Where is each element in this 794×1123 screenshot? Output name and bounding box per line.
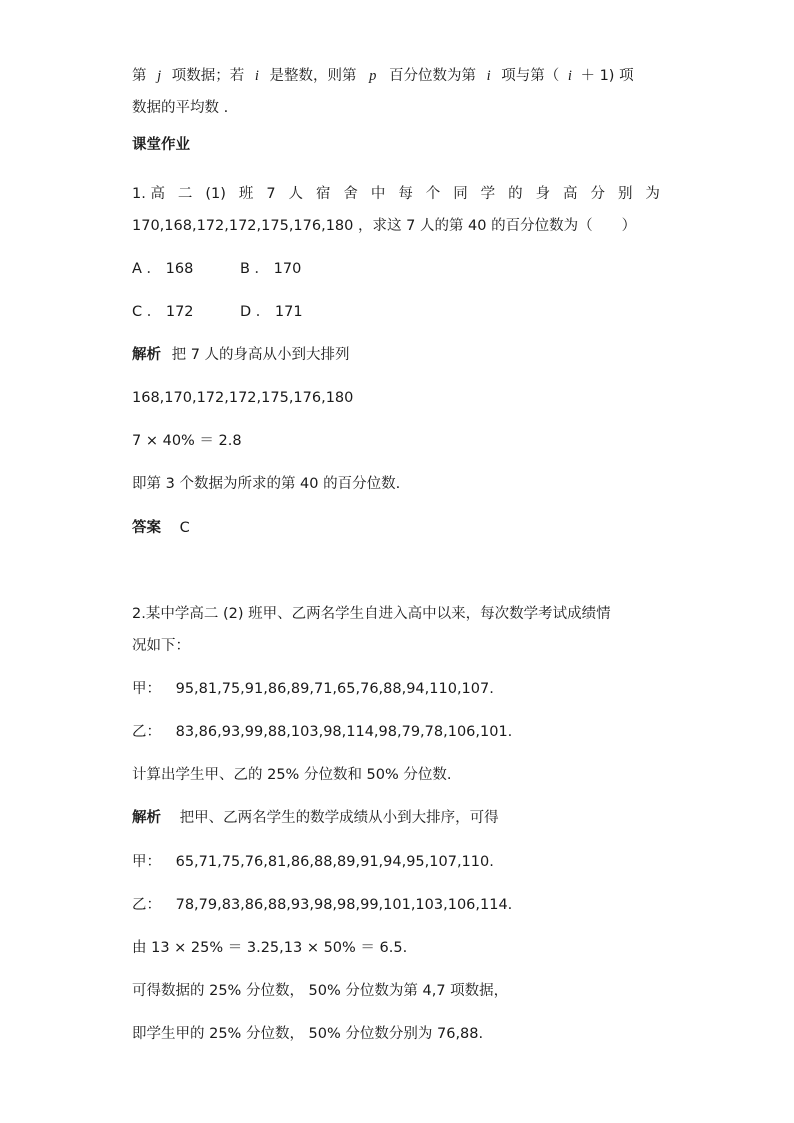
intro-text-e: 项与第（ [501, 68, 560, 84]
q2-yi-sorted-label: 乙： [132, 897, 161, 913]
q2-stem-line-1: 2.某中学高二 (2) 班甲、乙两名学生自进入高中以来，每次数学考试成绩情 [132, 606, 611, 622]
intro-line-1 [132, 66, 634, 86]
q2-analysis-label: 解析 [132, 810, 161, 826]
variable-i-2: i [486, 68, 491, 84]
q1-stem-char: 班 [238, 186, 254, 202]
q1-analysis-label: 解析 [132, 347, 161, 363]
q1-stem-char: 中 [370, 186, 386, 202]
q1-stem-line-1 [132, 184, 660, 204]
intro-text-d: 百分位数为第 [388, 68, 476, 84]
q2-yi-sorted: 78,79,83,86,88,93,98,98,99,101,103,106,114. [175, 897, 513, 913]
q2-yi-scores-row [132, 722, 512, 742]
q1-stem-char: 宿 [315, 186, 331, 202]
q2-analysis [132, 808, 499, 828]
q1-stem-char: 学 [480, 186, 496, 202]
variable-p: p [369, 68, 377, 84]
q1-option-a: A ． 168 [132, 261, 194, 277]
q1-sorted-data: 168,170,172,172,175,176,180 [132, 390, 354, 406]
q2-jia-sorted-row [132, 852, 494, 872]
q1-stem-char: 舍 [343, 186, 358, 202]
q2-jia-scores: 95,81,75,91,86,89,71,65,76,88,94,110,107. [175, 681, 494, 697]
q2-step-2: 即学生甲的 25% 分位数， 50% 分位数分别为 76,88. [132, 1026, 484, 1042]
q2-jia-label: 甲： [132, 681, 161, 697]
q1-analysis [132, 345, 350, 365]
q1-options-row-2 [132, 302, 303, 322]
q2-yi-scores: 83,86,93,99,88,103,98,114,98,79,78,106,101. [175, 724, 513, 740]
q1-stem-char: 分 [590, 186, 605, 202]
q2-step-1: 可得数据的 25% 分位数， 50% 分位数为第 4,7 项数据， [132, 983, 509, 999]
intro-text-f: ＋ 1) 项 [580, 68, 634, 84]
variable-i: i [254, 68, 259, 84]
variable-j: j [157, 68, 162, 84]
q2-calculation: 由 13 × 25% ＝ 3.25,13 × 50% ＝ 6.5. [132, 940, 408, 956]
q1-option-b: B ． 170 [240, 261, 302, 277]
q1-stem-char: 的 [508, 186, 523, 202]
variable-i-3: i [567, 68, 572, 84]
q1-analysis-text: 把 7 人的身高从小到大排列 [171, 347, 350, 363]
q1-answer-label: 答案 [132, 520, 161, 536]
q1-stem-char: 每 [398, 186, 413, 202]
q1-stem-char: 高 [563, 186, 578, 202]
q1-option-c: C ． 172 [132, 304, 194, 320]
q2-jia-sorted-label: 甲： [132, 854, 161, 870]
q1-options-row-1 [132, 259, 302, 279]
q2-task: 计算出学生甲、乙的 25% 分位数和 50% 分位数. [132, 767, 452, 783]
intro-line-2: 数据的平均数 . [132, 100, 229, 116]
q2-jia-sorted: 65,71,75,76,81,86,88,89,91,94,95,107,110. [175, 854, 494, 870]
section-title: 课堂作业 [132, 137, 190, 153]
q1-stem-char: 7 [266, 186, 276, 202]
q1-conclusion: 即第 3 个数据为所求的第 40 的百分位数. [132, 476, 401, 492]
q1-option-d: D ． 171 [240, 304, 303, 320]
q1-stem-char: 为 [645, 186, 660, 202]
q1-stem-char: 人 [288, 186, 303, 202]
intro-text-b: 项数据；若 [171, 68, 245, 84]
q1-stem-char: (1) [205, 186, 226, 202]
q1-stem-char: 同 [453, 186, 468, 202]
q1-stem-char: 二 [177, 186, 193, 202]
q2-analysis-text: 把甲、乙两名学生的数学成绩从小到大排序，可得 [179, 810, 499, 826]
q2-jia-scores-row [132, 679, 494, 699]
q1-stem-char: 别 [617, 186, 633, 202]
q2-yi-label: 乙： [132, 724, 161, 740]
q1-calculation: 7 × 40% ＝ 2.8 [132, 433, 242, 449]
q2-stem-line-2: 况如下： [132, 638, 190, 654]
intro-text-c: 是整数，则第 [269, 68, 357, 84]
q1-answer-value: C [179, 520, 190, 536]
q1-stem-char: 个 [425, 186, 441, 202]
q1-answer [132, 518, 190, 538]
q1-stem-char: 身 [535, 186, 551, 202]
q2-yi-sorted-row [132, 895, 512, 915]
q1-stem-line-2: 170,168,172,172,175,176,180 ，求这 7 人的第 40 的百分位数为（ ） [132, 218, 637, 234]
q1-stem-char: 1. 高 [132, 186, 165, 202]
intro-text-a: 第 [132, 68, 147, 84]
